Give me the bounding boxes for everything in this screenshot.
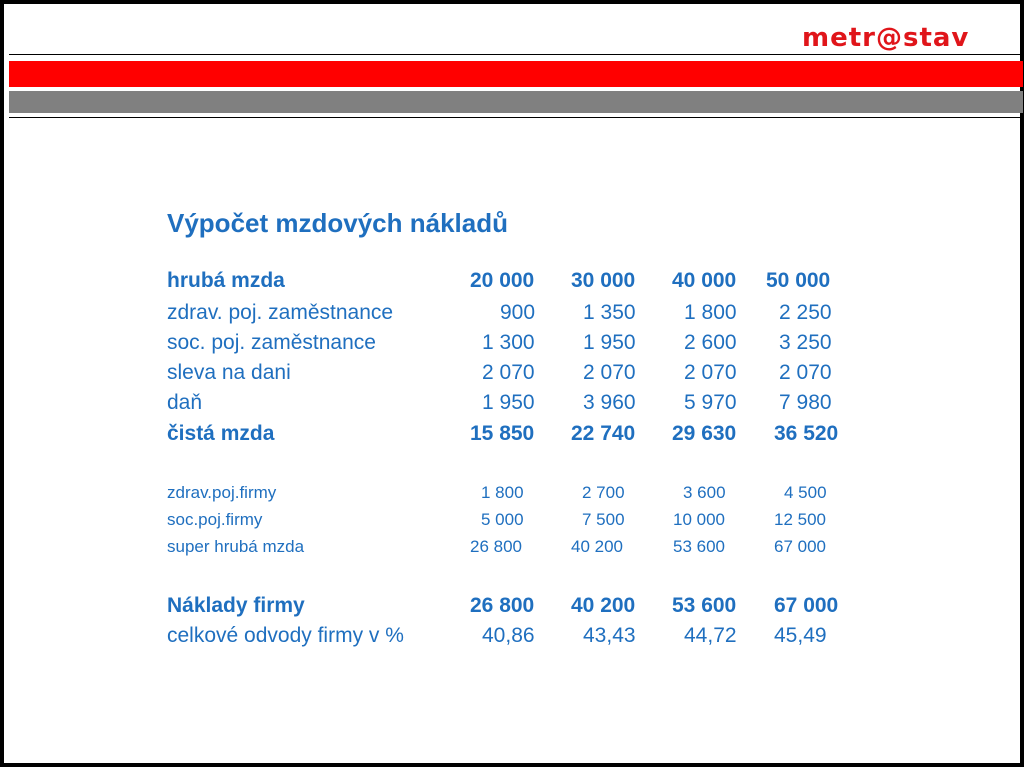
cell-value: 5 000 — [481, 510, 524, 529]
cell-value: 26 800 — [470, 594, 535, 617]
cell-value: 22 740 — [571, 422, 636, 445]
cell-value: 15 850 — [470, 422, 535, 445]
cell-value: 67 000 — [774, 537, 826, 556]
cell-value: 2 700 — [582, 483, 625, 502]
row-label: zdrav. poj. zaměstnance — [167, 301, 394, 324]
row-label: daň — [167, 391, 203, 414]
cell-value: 5 970 — [684, 391, 737, 414]
cell-value: 36 520 — [774, 422, 839, 445]
page-title: Výpočet mzdových nákladů — [167, 208, 508, 238]
cell-value: 1 950 — [482, 391, 535, 414]
cell-value: 2 070 — [482, 361, 535, 384]
cell-value: 3 600 — [683, 483, 726, 502]
row-label: super hrubá mzda — [167, 537, 305, 556]
cell-value: 30 000 — [571, 269, 636, 292]
cell-value: 20 000 — [470, 269, 535, 292]
cell-value: 2 250 — [779, 301, 832, 324]
cell-value: 40 000 — [672, 269, 737, 292]
row-label: zdrav.poj.firmy — [167, 483, 277, 502]
cell-value: 1 350 — [583, 301, 636, 324]
cell-value: 3 250 — [779, 331, 832, 354]
cell-value: 67 000 — [774, 594, 839, 617]
row-label: hrubá mzda — [167, 269, 285, 292]
cell-value: 29 630 — [672, 422, 737, 445]
cell-value: 53 600 — [673, 537, 725, 556]
cell-value: 44,72 — [684, 624, 737, 647]
cell-value: 1 800 — [684, 301, 737, 324]
cell-value: 2 070 — [779, 361, 832, 384]
cell-value: 1 300 — [482, 331, 535, 354]
cell-value: 2 070 — [583, 361, 636, 384]
row-label: čistá mzda — [167, 422, 275, 445]
cell-value: 26 800 — [470, 537, 522, 556]
cell-value: 43,43 — [583, 624, 636, 647]
metrostav-logo — [802, 21, 1007, 51]
cell-value: 7 980 — [779, 391, 832, 414]
cell-value: 900 — [500, 301, 536, 324]
cell-value: 12 500 — [774, 510, 826, 529]
header-red-band — [9, 61, 1023, 87]
cell-value: 40 200 — [571, 594, 636, 617]
row-label: sleva na dani — [167, 361, 291, 384]
cell-value: 53 600 — [672, 594, 737, 617]
cell-value: 40 200 — [571, 537, 623, 556]
header-line-bottom — [9, 117, 1023, 118]
cell-value: 2 070 — [684, 361, 737, 384]
row-label: soc. poj. zaměstnance — [167, 331, 376, 354]
cell-value: 2 600 — [684, 331, 737, 354]
cell-value: 45,49 — [774, 624, 827, 647]
cell-value: 4 500 — [784, 483, 827, 502]
cell-value: 1 950 — [583, 331, 636, 354]
row-label: soc.poj.firmy — [167, 510, 263, 529]
header-line-top — [9, 54, 1023, 55]
cell-value: 40,86 — [482, 624, 535, 647]
cell-value: 3 960 — [583, 391, 636, 414]
row-label: Náklady firmy — [167, 594, 305, 617]
cell-value: 50 000 — [766, 269, 831, 292]
cell-value: 7 500 — [582, 510, 625, 529]
logo-svg — [802, 21, 1007, 51]
header-gray-band — [9, 91, 1023, 113]
cell-value: 10 000 — [673, 510, 725, 529]
logo-text: metr@stav — [802, 23, 970, 51]
row-label: celkové odvody firmy v % — [167, 624, 404, 647]
cell-value: 1 800 — [481, 483, 524, 502]
